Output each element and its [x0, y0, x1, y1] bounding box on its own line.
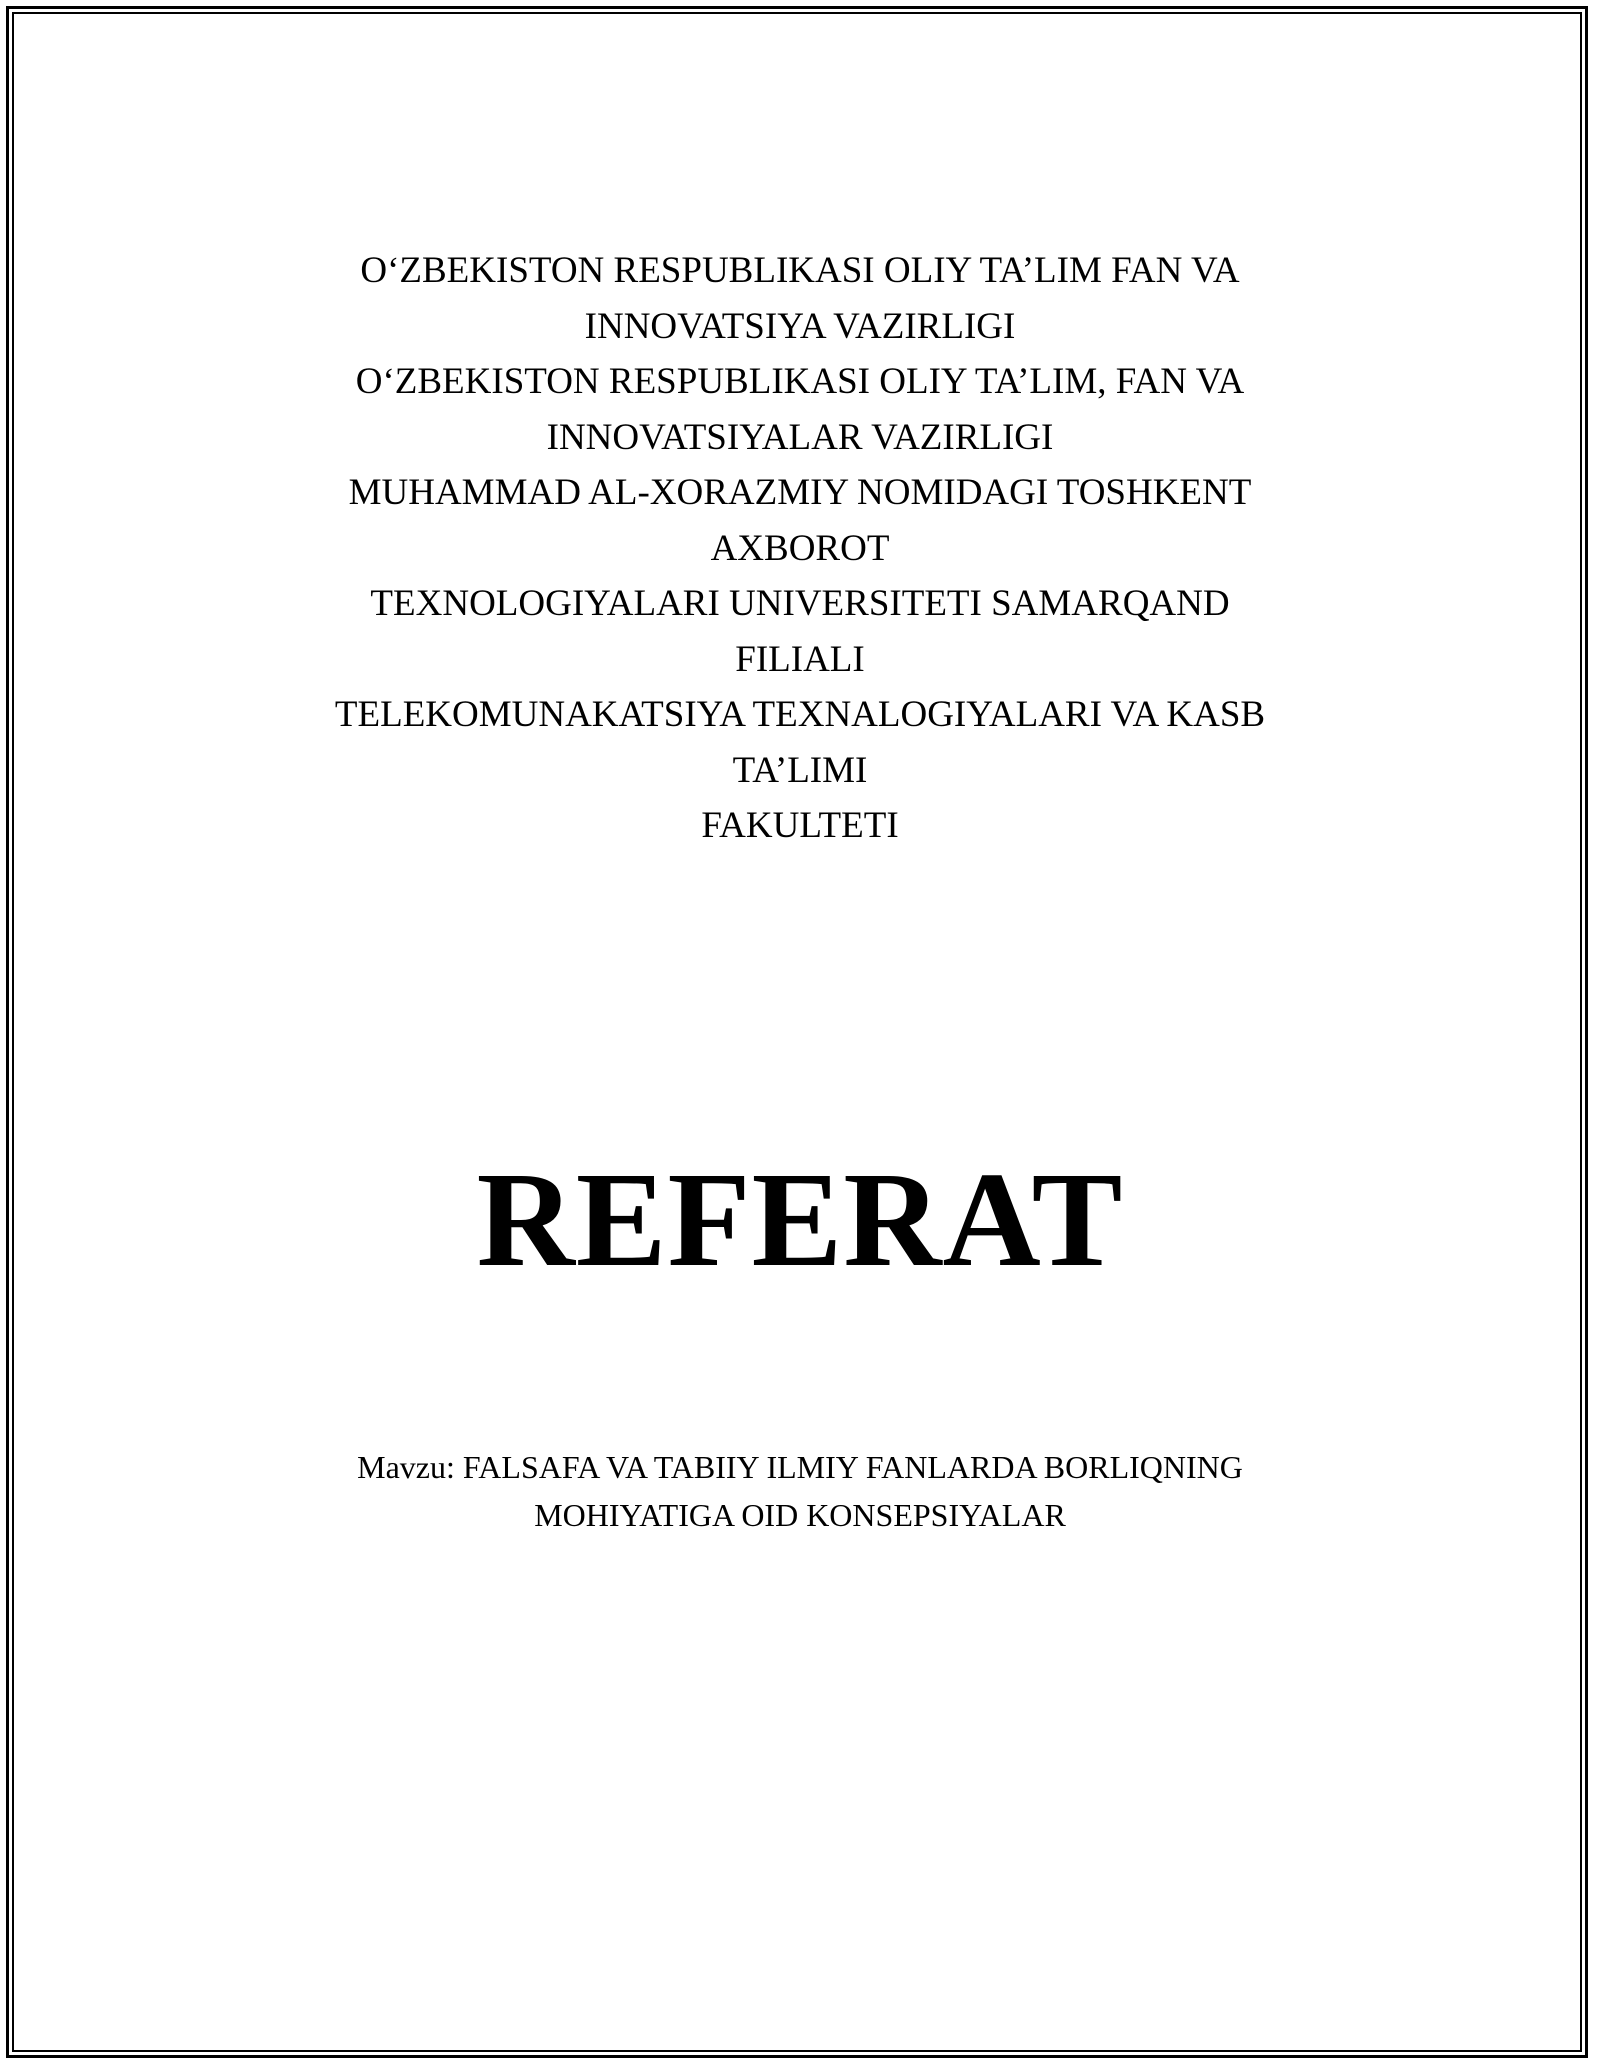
document-title: REFERAT: [476, 1145, 1124, 1295]
header-line: FAKULTETI: [701, 805, 899, 846]
header-line: O‘ZBEKISTON RESPUBLIKASI OLIY TA’LIM, FAN VA: [355, 361, 1245, 402]
topic-line: Mavzu: FALSAFA VA TABIIY ILMIY FANLARDA BORLIQNING: [357, 1449, 1243, 1485]
header-line: TEXNOLOGIYALARI UNIVERSITETI SAMARQAND: [370, 583, 1230, 624]
topic-line: MOHIYATIGA OID KONSEPSIYALAR: [534, 1497, 1066, 1533]
header-line: AXBOROT: [710, 527, 890, 569]
header-line: INNOVATSIYA VAZIRLIGI: [584, 305, 1016, 347]
header-line: FILIALI: [735, 638, 865, 680]
header-line: O‘ZBEKISTON RESPUBLIKASI OLIY TA’LIM FAN VA: [360, 250, 1240, 291]
header-line: MUHAMMAD AL-XORAZMIY NOMIDAGI TOSHKENT: [348, 472, 1252, 513]
header-line: INNOVATSIYALAR VAZIRLIGI: [546, 416, 1054, 458]
topic: [200, 1443, 1400, 1539]
header-line: TELEKOMUNAKATSIYA TEXNALOGIYALARI VA KASB: [334, 694, 1266, 735]
header-line: TA’LIMI: [732, 749, 868, 791]
institution-header: [200, 243, 1400, 854]
